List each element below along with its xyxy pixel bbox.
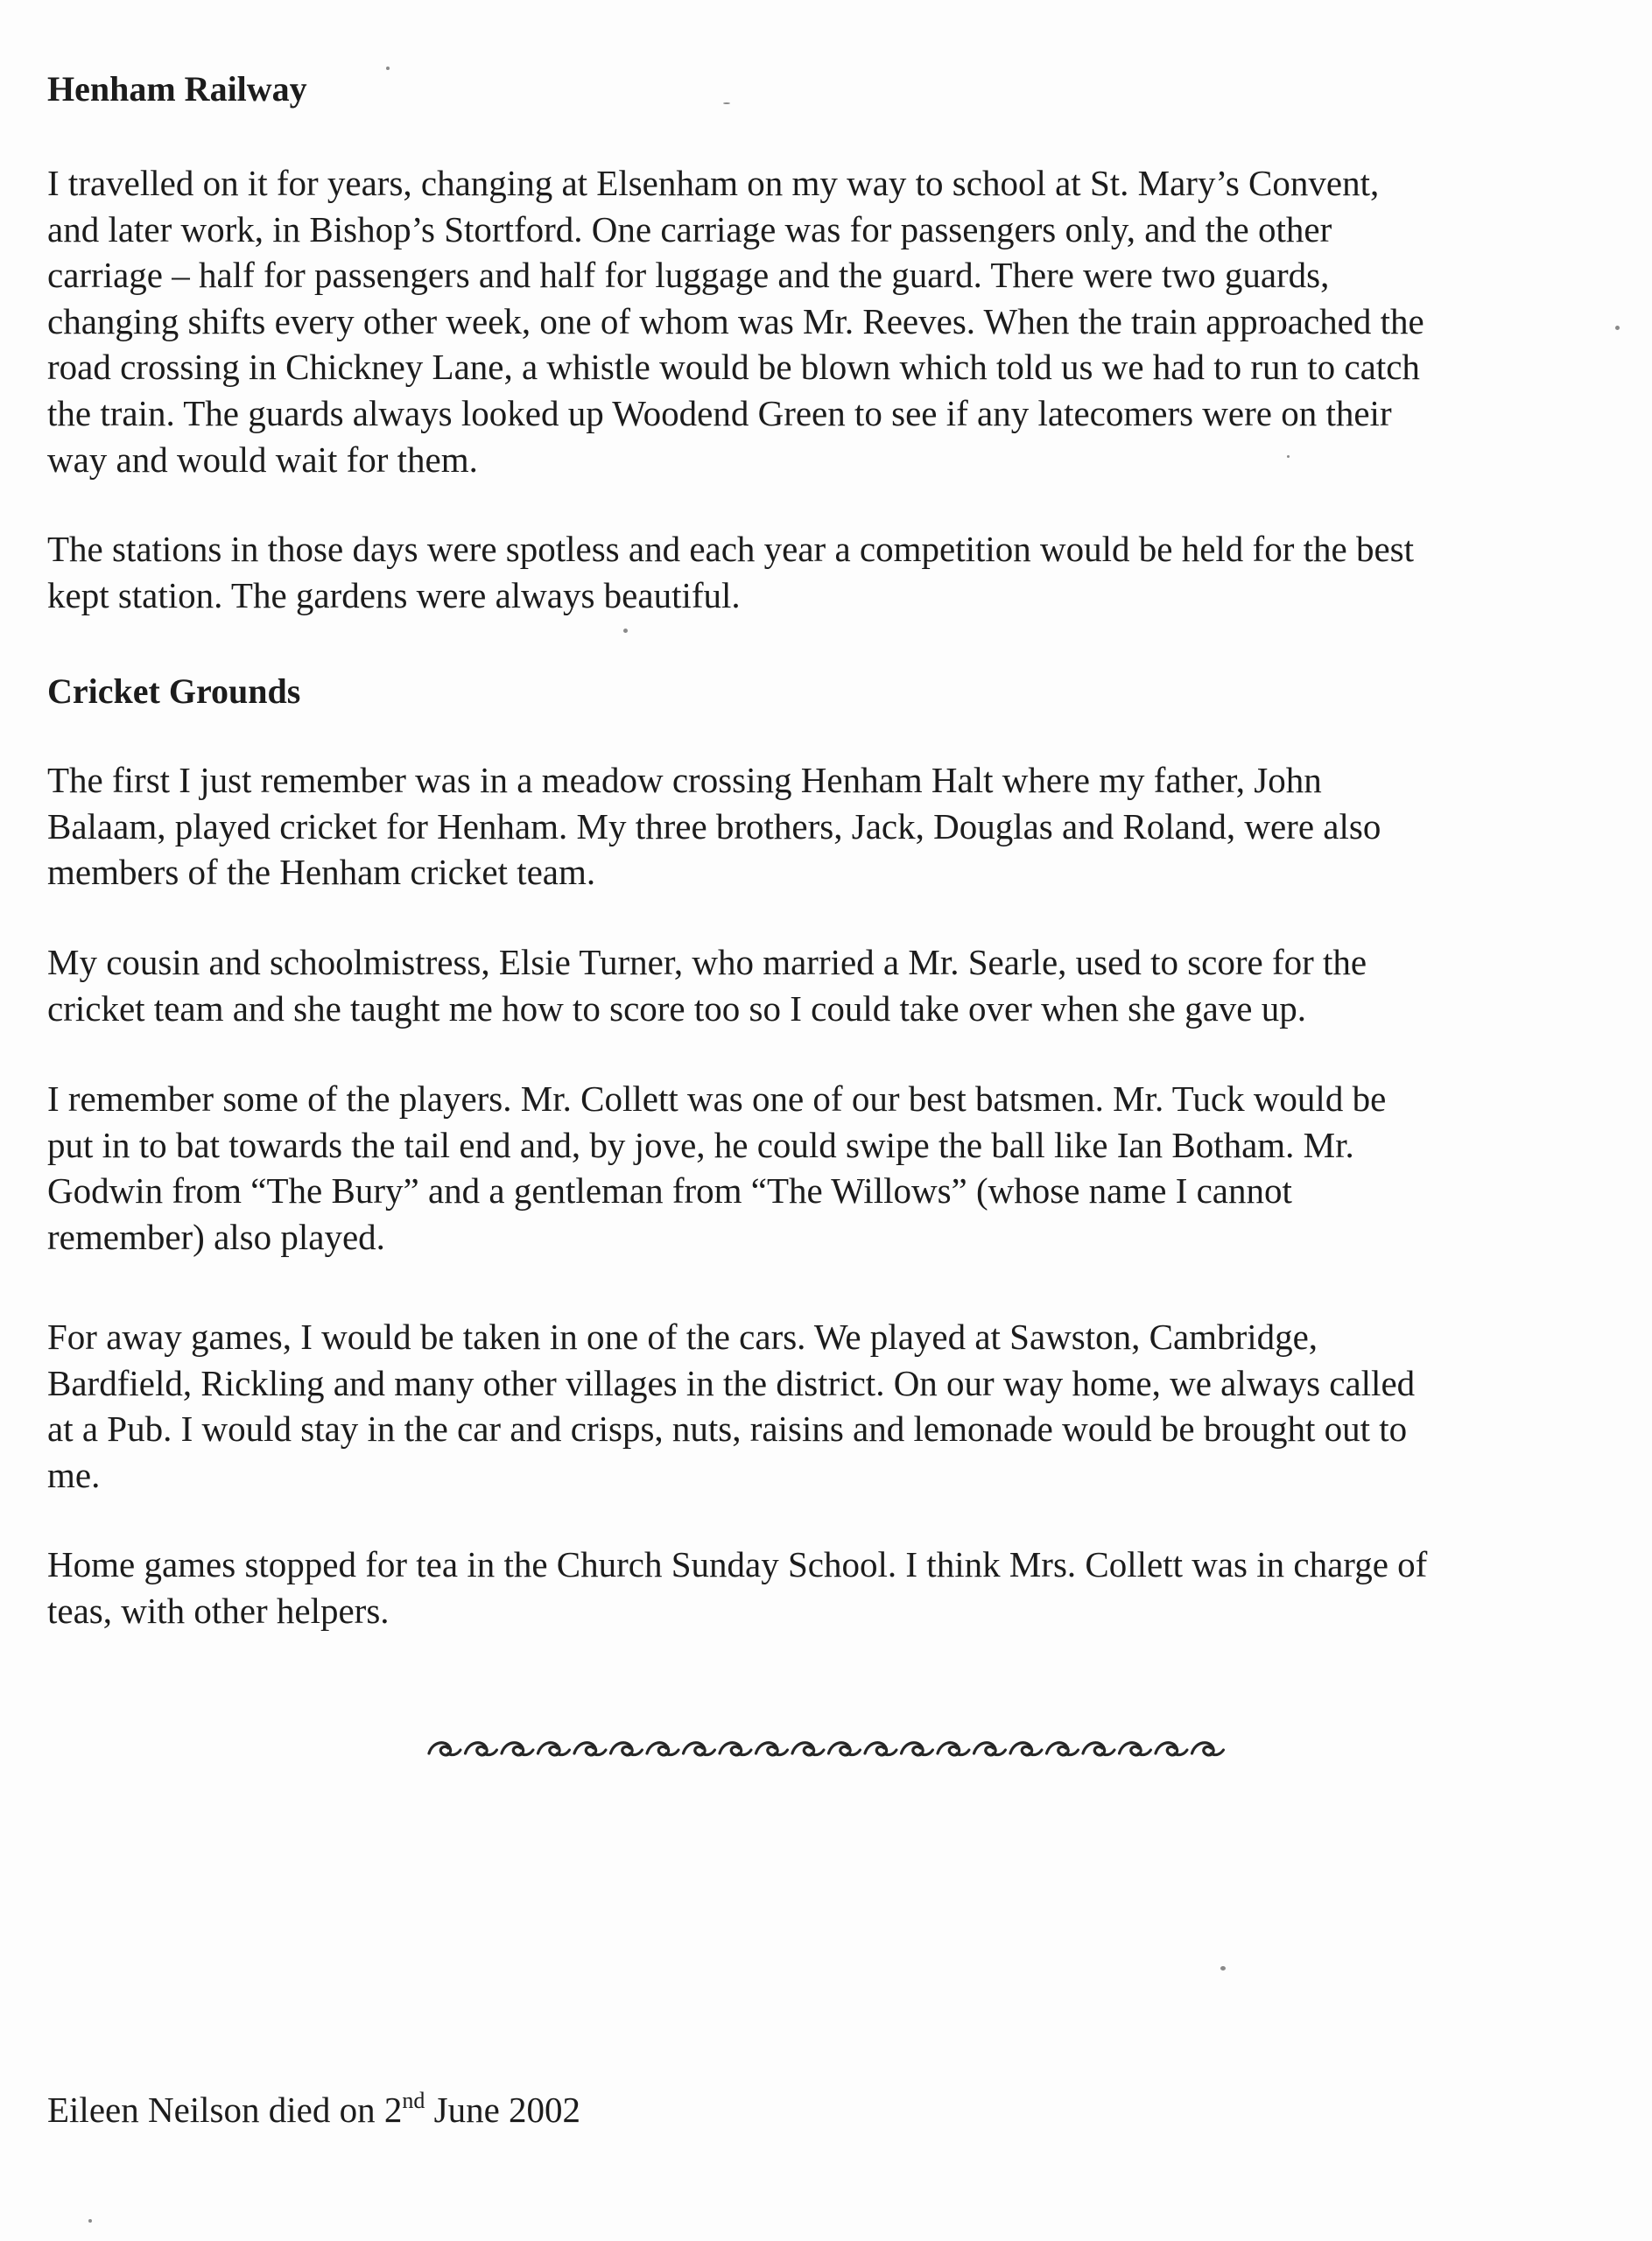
ornament-curl	[1120, 1743, 1151, 1755]
ornament-curl	[938, 1743, 969, 1755]
text-line: Home games stopped for tea in the Church Sunday School. I think Mrs. Collett was in charge of	[47, 1544, 1428, 1584]
text-line: kept station. The gardens were always beautiful.	[47, 574, 741, 615]
scan-speck	[88, 2219, 92, 2223]
text-line: remember) also played.	[47, 1216, 385, 1257]
ornament-curl	[1047, 1743, 1079, 1755]
death-notice	[47, 2087, 580, 2132]
death-notice-text: Eileen Neilson died on 2	[47, 2090, 403, 2130]
ornament-curl	[466, 1743, 497, 1755]
ornament-curl	[574, 1743, 606, 1755]
paragraph-cricket-players	[47, 1076, 1623, 1260]
ornament-curl	[829, 1743, 861, 1755]
text-line: the train. The guards always looked up Woodend Green to see if any latecomers were on their	[47, 392, 1392, 433]
ornament-curl	[647, 1743, 678, 1755]
ornament-curl	[1156, 1743, 1187, 1755]
ornament-curl	[1192, 1743, 1224, 1755]
text-line: put in to bat towards the tail end and, by jove, he could swipe the ball like Ian Botham. Mr.	[47, 1124, 1354, 1165]
ornament-curl	[1010, 1743, 1042, 1755]
text-line: members of the Henham cricket team.	[47, 852, 596, 893]
ornamental-divider	[425, 1729, 1235, 1764]
text-line: Bardfield, Rickling and many other villages in the district. On our way home, we always called	[47, 1362, 1416, 1403]
text-line: and later work, in Bishop’s Stortford. One carriage was for passengers only, and the other	[47, 208, 1332, 249]
text-line: My cousin and schoolmistress, Elsie Turner, who married a Mr. Searle, used to score for the	[47, 942, 1367, 982]
paragraph-railway-travel	[47, 160, 1623, 482]
ornament-curl	[756, 1743, 788, 1755]
ornament-curl	[792, 1743, 824, 1755]
text-line: The first I just remember was in a meadow crossing Henham Halt where my father, John	[47, 760, 1322, 800]
ornament-curl	[1083, 1743, 1114, 1755]
text-line: Godwin from “The Bury” and a gentleman from “The Willows” (whose name I cannot	[47, 1170, 1292, 1212]
text-line: changing shifts every other week, one of whom was Mr. Reeves. When the train approached the	[47, 300, 1424, 341]
section-heading-cricket-grounds: Cricket Grounds	[47, 671, 301, 711]
scan-speck	[1615, 326, 1620, 330]
ornament-curl	[538, 1743, 570, 1755]
text-line: carriage – half for passengers and half for luggage and the guard. There were two guards,	[47, 255, 1330, 296]
ornament-curl	[611, 1743, 643, 1755]
ornament-curl	[684, 1743, 715, 1755]
text-line: road crossing in Chickney Lane, a whistle would be blown which told us we had to run to catch	[47, 347, 1420, 388]
ornament-curl	[974, 1743, 1006, 1755]
ornament-curl	[502, 1743, 533, 1755]
text-line: For away games, I would be taken in one of the cars. We played at Sawston, Cambridge,	[47, 1317, 1318, 1357]
ordinal-suffix: nd	[402, 2088, 425, 2113]
text-line: cricket team and she taught me how to score too so I could take over when she gave up.	[47, 987, 1306, 1029]
paragraph-cricket-scoring	[47, 939, 1623, 1031]
ornament-curl	[720, 1743, 751, 1755]
scan-speck	[723, 102, 730, 104]
text-line: way and would wait for them.	[47, 439, 478, 480]
paragraph-cricket-away-games	[47, 1314, 1623, 1498]
text-line: I travelled on it for years, changing at Elsenham on my way to school at St. Mary’s Convent,	[47, 163, 1380, 203]
ornament-curl	[865, 1743, 896, 1755]
text-line: me.	[47, 1454, 101, 1495]
paragraph-cricket-first-memory	[47, 757, 1623, 896]
paragraph-railway-stations	[47, 526, 1623, 618]
scan-speck	[1287, 455, 1290, 458]
text-line: Balaam, played cricket for Henham. My three brothers, Jack, Douglas and Roland, were also	[47, 805, 1381, 847]
paragraph-cricket-home-games	[47, 1542, 1623, 1633]
text-line: The stations in those days were spotless and each year a competition would be held for the best	[47, 529, 1414, 569]
scan-speck	[386, 67, 390, 70]
scan-speck	[623, 629, 628, 633]
scan-speck	[1220, 1966, 1226, 1971]
death-notice-date: June 2002	[425, 2090, 581, 2130]
ornament-curl	[429, 1743, 460, 1755]
text-line: teas, with other helpers.	[47, 1590, 390, 1631]
section-heading-henham-railway: Henham Railway	[47, 69, 307, 109]
ornament-curl	[902, 1743, 933, 1755]
text-line: I remember some of the players. Mr. Collett was one of our best batsmen. Mr. Tuck would be	[47, 1078, 1387, 1119]
text-line: at a Pub. I would stay in the car and crisps, nuts, raisins and lemonade would be brought out to	[47, 1409, 1408, 1450]
